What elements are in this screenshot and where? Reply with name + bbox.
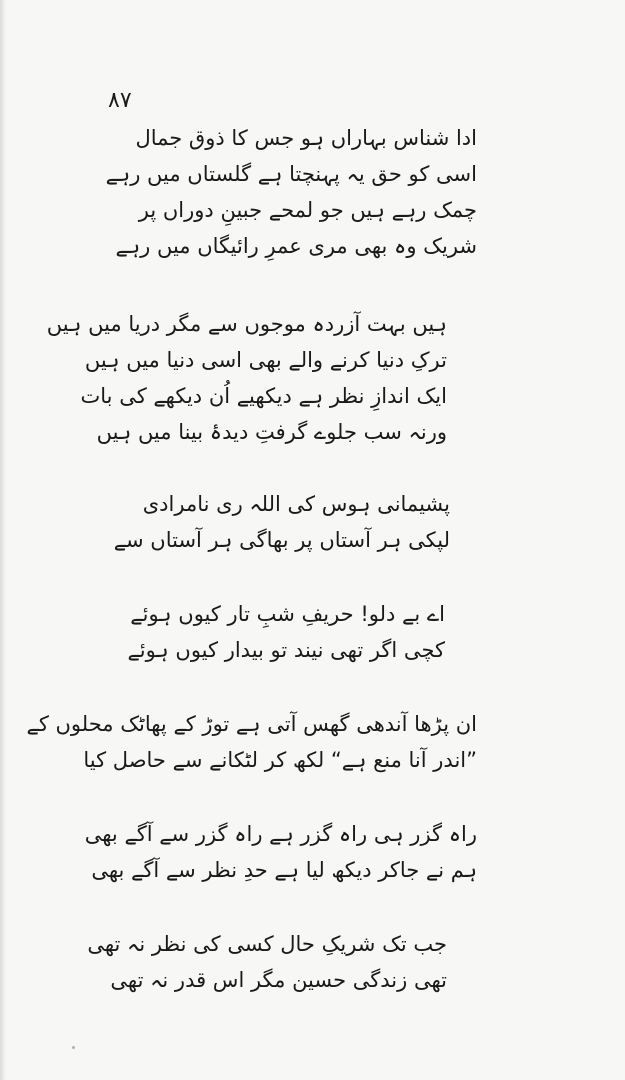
verse-line: ان پڑھا آندھی گھس آتی ہے توڑ کے پھاٹک محلوں کے <box>26 712 477 736</box>
verse-line: ورنہ سب جلوے گرفتِ دیدۂ بینا میں ہیں <box>96 420 447 444</box>
verse-line: اسی کو حق یہ پہنچتا ہے گلستاں میں رہے <box>105 162 477 186</box>
verse-line: چمک رہے ہیں جو لمحے جبینِ دوراں پر <box>138 198 477 222</box>
verse-line: ایک اندازِ نظر ہے دیکھیے اُن دیکھے کی بات <box>80 384 447 408</box>
page-number: ۸۷ <box>108 88 132 113</box>
verse-line: ”اندر آنا منع ہے“ لکھ کر لٹکانے سے حاصل کیا <box>83 748 477 772</box>
paper-speck <box>72 1046 75 1049</box>
verse-line: کچی اگر تھی نیند تو بیدار کیوں ہوئے <box>127 638 445 662</box>
verse-line: اے بے دلو! حریفِ شبِ تار کیوں ہوئے <box>130 602 445 626</box>
verse-line: ہم نے جاکر دیکھ لیا ہے حدِ نظر سے آگے بھی <box>91 858 477 882</box>
stanza-6 <box>85 816 477 888</box>
verse-line: شریک وہ بھی مری عمرِ رائیگاں میں رہے <box>115 234 477 258</box>
verse-line: لپکی ہر آستاں پر بھاگی ہر آستاں سے <box>113 528 450 552</box>
stanza-5 <box>27 706 477 778</box>
verse-line: ترکِ دنیا کرنے والے بھی اسی دنیا میں ہیں <box>84 348 447 372</box>
page-gutter-shadow <box>0 0 6 1080</box>
verse-line: ہیں بہت آزردہ موجوں سے مگر دریا میں ہیں <box>46 312 447 336</box>
verse-line: ادا شناس بہاراں ہو جس کا ذوق جمال <box>135 126 477 150</box>
verse-line: پشیمانی ہوس کی اللہ ری نامرادی <box>142 492 450 516</box>
stanza-1 <box>106 120 477 264</box>
stanza-2 <box>47 306 447 450</box>
stanza-3 <box>114 486 450 558</box>
stanza-4 <box>127 596 445 668</box>
verse-line: جب تک شریکِ حال کسی کی نظر نہ تھی <box>87 932 447 956</box>
verse-line: تھی زندگی حسین مگر اس قدر نہ تھی <box>110 968 447 992</box>
stanza-7 <box>87 926 447 998</box>
verse-line: راہ گزر ہی راہ گزر ہے راہ گزر سے آگے بھی <box>84 822 477 846</box>
